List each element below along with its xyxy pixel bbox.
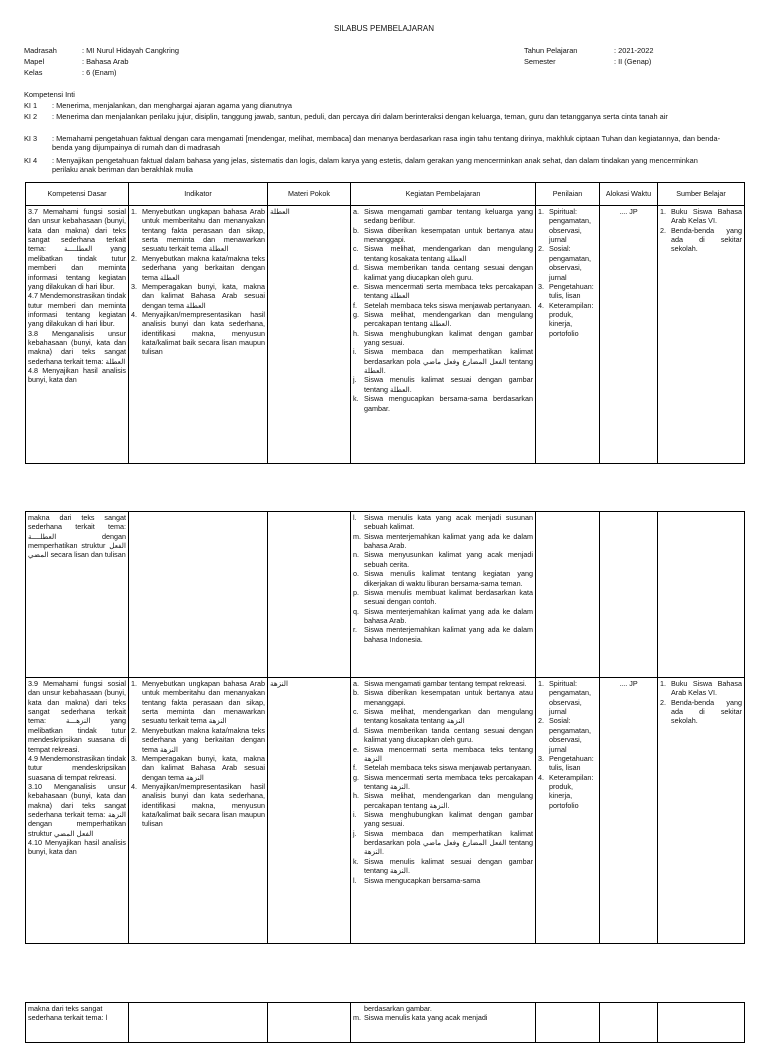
list-text: Menyebutkan ungkapan bahasa Arab untuk memberitahu dan menanyakan tentang fakta perasaan dan sikap, serta meminta dan menawarkan sesuatu terkait tema العطلة [142, 207, 265, 254]
header-sumber-belajar: Sumber Belajar [658, 183, 745, 206]
list-text: Siswa menterjemahkan kalimat yang ada ke dalam bahasa Arab. [364, 606, 533, 625]
list-item [353, 810, 533, 829]
list-marker: e. [353, 281, 359, 291]
list-text: Siswa menterjemahkan kalimat yang ada ke dalam bahasa Arab. [364, 531, 533, 551]
list-text: Siswa menulis membuat kalimat berdasarkan kata sesuai dengan contoh. [364, 587, 533, 607]
list-marker: b. [353, 225, 359, 235]
list-text: Siswa menghubungkan kalimat dengan gambar yang sesuai. [364, 810, 533, 829]
tahun-label: Tahun Pelajaran [524, 46, 578, 55]
list-marker: 4. [538, 772, 544, 782]
kegiatan-list [353, 513, 533, 644]
penilaian-list [538, 207, 597, 338]
kegiatan-list [353, 1004, 533, 1023]
list-marker: l. [353, 513, 357, 522]
list-marker: m. [353, 1013, 361, 1023]
list-marker: 1. [538, 679, 544, 688]
list-text: Siswa memberikan tanda centang sesuai dengan kalimat yang diucapkan oleh guru. [364, 725, 533, 745]
list-item [131, 679, 265, 726]
list-item [353, 588, 533, 607]
mapel-label: Mapel [24, 57, 45, 66]
list-item [353, 1004, 533, 1013]
list-item [131, 754, 265, 782]
list-marker: d. [353, 725, 359, 735]
list-text: Memperagakan bunyi, kata, makna dan kalimat Bahasa Arab sesuai dengan tema النزهة [142, 753, 265, 782]
list-marker: c. [353, 244, 359, 254]
list-marker: 2. [131, 253, 137, 263]
list-item [660, 207, 742, 226]
list-item [538, 244, 597, 281]
list-item [131, 254, 265, 282]
list-item [353, 791, 533, 810]
ki-text: : Menerima, menjalankan, dan menghargai ajaran agama yang dianutnya [52, 101, 292, 110]
ki-item [24, 134, 724, 154]
kompetensi-dasar-cell: makna dari teks sangat sederhana terkait tema: العطلــــة dengan memperhatikan struktur الفعل المضي secara lisan dan tulisan [28, 513, 126, 560]
list-marker: p. [353, 587, 359, 597]
list-marker: 2. [538, 244, 544, 254]
list-text: Setelah membaca teks siswa menjawab pertanyaan. [364, 300, 532, 310]
ki-heading: Kompetensi Inti [24, 90, 75, 99]
list-text: Siswa melihat, mendengarkan dan mengulang percakapan tentang العطلة. [364, 309, 533, 329]
list-item [353, 857, 533, 876]
list-text: Pengetahuan: tulis, lisan [549, 281, 594, 301]
list-item [131, 726, 265, 754]
list-item [131, 782, 265, 829]
list-marker: 3. [538, 753, 544, 763]
list-item [353, 301, 533, 310]
list-item [353, 607, 533, 626]
list-marker: o. [353, 569, 359, 579]
list-text: Siswa mengucapkan bersama-sama [364, 875, 481, 885]
list-marker: 3. [131, 753, 137, 763]
list-item [131, 282, 265, 310]
syllabus-table-part-2 [25, 511, 745, 944]
list-item [353, 310, 533, 329]
penilaian-list [538, 679, 597, 810]
list-text: Siswa mengamati gambar tentang tempat rekreasi. [364, 679, 527, 688]
list-item [538, 301, 597, 338]
list-text: Siswa mencermati serta membaca teks percakapan tentang العطلة [364, 281, 533, 301]
list-item [353, 375, 533, 394]
ki-number: KI 2 [24, 112, 38, 121]
list-item [538, 716, 597, 753]
list-item [538, 207, 597, 244]
kegiatan-list [353, 207, 533, 413]
list-text: Siswa membaca dan memperhatikan kalimat berdasarkan pola الفعل المضارع وفعل ماضي tentang النزهة. [364, 828, 534, 857]
list-item [660, 679, 742, 698]
list-marker: 2. [660, 697, 666, 707]
list-item [538, 282, 597, 301]
indikator-list [131, 679, 265, 829]
list-marker: 3. [131, 281, 137, 291]
list-marker: h. [353, 791, 359, 801]
header-penilaian: Penilaian [536, 183, 600, 206]
list-item [660, 698, 742, 726]
table-row [26, 512, 745, 678]
list-text: Keterampilan: produk, kinerja, portofolio [549, 300, 594, 338]
list-marker: 1. [660, 679, 666, 688]
list-marker: 2. [660, 225, 666, 235]
ki-number: KI 3 [24, 134, 38, 143]
list-text: Siswa menyusunkan kalimat yang acak menjadi sebuah cerita. [364, 550, 533, 569]
kelas-label: Kelas [24, 68, 43, 77]
list-marker: 1. [660, 207, 666, 216]
list-marker: n. [353, 550, 359, 560]
tahun-value: : 2021-2022 [614, 46, 654, 55]
kompetensi-dasar-cell: 3.7 Memahami fungsi sosial dan unsur kebahasaan (bunyi, kata dan makna) dari teks sangat sederhana terkait tema: العطلــــة yang melibatkan tindak tutur memberi dan meminta informasi tentang kegiatan yang dilakukan di hari libur. 4.7 Mendemonstrasikan tindak tutur memberi dan meminta informasi tentang kegiatan yang dilakukan di hari libur. 3.8 Menganalisis unsur kebahasaan (bunyi, kata dan makna) dari teks sangat sederhana terkait tema: العطلة 4.8 Menyajikan hasil analisis bunyi, kata dan [28, 207, 126, 385]
materi-pokok-cell: العطلة [270, 207, 290, 216]
header-materi-pokok: Materi Pokok [268, 183, 351, 206]
ki-text: : Menyajikan pengetahuan faktual dalam bahasa yang jelas, sistematis dan logis, dalam karya yang estetis, dalam gerakan yang mencerminkan anak sehat, dan dalam tindakan yang mencerminkan perilaku anak beriman dan berakhlak mulia [52, 156, 698, 175]
list-marker: j. [353, 375, 357, 385]
list-text: Menyebutkan makna kata/makna teks sederhana yang berkaitan dengan tema النزهة [142, 725, 265, 754]
semester-value: : II (Genap) [614, 57, 652, 66]
list-text: Siswa mengucapkan bersama-sama berdasarkan gambar. [364, 394, 533, 413]
alokasi-cell: .... JP [619, 679, 638, 688]
list-item [353, 263, 533, 282]
ki-number: KI 1 [24, 101, 38, 110]
list-text: Keterampilan: produk, kinerja, portofolio [549, 772, 594, 810]
list-text: Siswa menulis kalimat sesuai dengan gambar tentang النزهة. [364, 856, 533, 876]
list-item [353, 773, 533, 792]
ki-number: KI 4 [24, 156, 38, 165]
list-marker: 1. [538, 207, 544, 216]
list-marker: f. [353, 763, 357, 773]
list-item [353, 679, 533, 688]
semester-label: Semester [524, 57, 556, 66]
list-item [353, 513, 533, 532]
list-marker: i. [353, 347, 357, 357]
indikator-list [131, 207, 265, 357]
list-marker: k. [353, 394, 359, 404]
table-row [26, 678, 745, 944]
list-text: Siswa memberikan tanda centang sesuai dengan kalimat yang diucapkan oleh guru. [364, 263, 533, 282]
list-text: Siswa mencermati serta membaca teks tentang النزهة [364, 744, 533, 763]
list-text: Siswa diberikan kesempatan untuk bertanya atau menanggapi. [364, 225, 533, 245]
list-item [353, 550, 533, 569]
list-text: Menyajikan/mempresentasikan hasil analisis bunyi dan kata sederhana, identifikasi makna, menyusun kata/kalimat baik secara lisan maupun tulisan [142, 781, 265, 829]
list-text: Sosial: pengamatan, observasi, jurnal [549, 244, 591, 282]
list-marker: i. [353, 810, 357, 820]
list-marker: 4. [131, 309, 137, 319]
list-item [353, 347, 533, 375]
mapel-value: : Bahasa Arab [82, 57, 129, 66]
list-item [353, 207, 533, 226]
sumber-list [660, 207, 742, 254]
list-item [353, 282, 533, 301]
kegiatan-list [353, 679, 533, 885]
list-marker: 2. [131, 725, 137, 735]
list-text: Benda-benda yang ada di sekitar sekolah. [671, 225, 742, 254]
list-item [131, 207, 265, 254]
table-row [26, 206, 745, 464]
list-text: Siswa menulis kata yang acak menjadi susunan sebuah kalimat. [364, 513, 533, 532]
list-text: Setelah membaca teks siswa menjawab pertanyaan. [364, 763, 532, 773]
page-title: SILABUS PEMBELAJARAN [333, 24, 435, 33]
list-text: Siswa menulis kalimat sesuai dengan gambar tentang العطلة. [364, 375, 533, 394]
list-marker: g. [353, 772, 359, 782]
list-marker: h. [353, 328, 359, 338]
header-alokasi-waktu: Alokasi Waktu [600, 183, 658, 206]
list-text: Siswa menterjemahkan kalimat yang ada ke dalam bahasa Indonesia. [364, 625, 533, 644]
table-row [26, 1003, 745, 1043]
list-item [353, 329, 533, 348]
ki-item [24, 101, 724, 111]
list-item [660, 226, 742, 254]
syllabus-table-part-3 [25, 1002, 745, 1043]
list-text: Spiritual: pengamatan, observasi, jurnal [549, 207, 591, 245]
header-indikator: Indikator [129, 183, 268, 206]
list-marker: e. [353, 744, 359, 754]
list-item [353, 532, 533, 551]
list-item [353, 688, 533, 707]
list-marker: d. [353, 263, 359, 273]
list-text: Siswa menghubungkan kalimat dengan gambar yang sesuai. [364, 328, 533, 348]
list-text: Menyebutkan ungkapan bahasa Arab untuk memberitahu dan menanyakan tentang fakta perasaan dan sikap, serta meminta dan menawarkan sesuatu terkait tema النزهة [142, 679, 265, 726]
list-text: Siswa diberikan kesempatan untuk bertanya atau menanggapi. [364, 688, 533, 707]
list-item [353, 876, 533, 885]
list-item [353, 1013, 533, 1022]
materi-pokok-cell: النزهة [270, 679, 288, 688]
list-text: Menyajikan/mempresentasikan hasil analisis bunyi dan kata sederhana, identifikasi makna, menyusun kata/kalimat baik secara lisan maupun tulisan [142, 309, 265, 357]
list-item [353, 745, 533, 764]
list-text: Buku Siswa Bahasa Arab Kelas VI. [671, 207, 742, 226]
list-marker: k. [353, 856, 359, 866]
list-marker: g. [353, 309, 359, 319]
alokasi-cell: .... JP [619, 207, 638, 216]
list-text: Siswa menulis kata yang acak menjadi [364, 1013, 488, 1023]
list-item [131, 310, 265, 357]
ki-item [24, 156, 724, 176]
syllabus-table-part-1 [25, 182, 745, 464]
list-item [353, 726, 533, 745]
list-item [353, 244, 533, 263]
list-text: Memperagakan bunyi, kata, makna dan kalimat Bahasa Arab sesuai dengan tema العطلة [142, 281, 265, 310]
list-marker: 3. [538, 281, 544, 291]
list-text: Siswa menulis kalimat tentang kegiatan yang dikerjakan di waktu liburan bersama-sama teman. [364, 569, 533, 588]
list-item [538, 773, 597, 810]
list-item [353, 707, 533, 726]
list-item [538, 679, 597, 716]
list-marker: a. [353, 679, 359, 688]
list-item [353, 226, 533, 245]
list-text: Siswa melihat, mendengarkan dan mengulang tentang kosakata tentang العطلة [364, 244, 533, 263]
list-marker: a. [353, 207, 359, 216]
list-text: Spiritual: pengamatan, observasi, jurnal [549, 679, 591, 717]
list-text: Benda-benda yang ada di sekitar sekolah. [671, 697, 742, 726]
kompetensi-dasar-cell: 3.9 Memahami fungsi sosial dan unsur kebahasaan (bunyi, kata dan makna) dari teks sangat sederhana terkait tema: النزهـــة yang melibatkan tindak tutur mendeskripsikan suasana di tempat rekreasi. 4.9 Mendemonstrasikan tindak tutur mendeskripsikan suasana di tempat rekreasi. 3.10 Menganalisis unsur kebahasaan (bunyi, kata dan makna) dari teks sangat sederhana terkait tema: النزهة dengan memperhatikan struktur الفعل المضي 4.10 Menyajikan hasil analisis bunyi, kata dan [28, 679, 126, 857]
header-kompetensi-dasar: Kompetensi Dasar [26, 183, 129, 206]
list-item [538, 754, 597, 773]
list-marker: 2. [538, 716, 544, 726]
list-text: Sosial: pengamatan, observasi, jurnal [549, 716, 591, 754]
list-marker: 1. [131, 207, 137, 216]
list-marker: q. [353, 606, 359, 616]
list-item [353, 625, 533, 644]
madrasah-label: Madrasah [24, 46, 57, 55]
sumber-list [660, 679, 742, 726]
list-text: Siswa melihat, mendengarkan dan mengulang percakapan tentang النزهة. [364, 791, 533, 810]
list-marker: j. [353, 828, 357, 838]
list-text: Siswa membaca dan memperhatikan kalimat berdasarkan pola الفعل المضارع وفعل ماضي tentang العطلة. [364, 347, 534, 376]
list-text: Menyebutkan makna kata/makna teks sederhana yang berkaitan dengan tema العطلة [142, 253, 265, 282]
list-marker: 4. [538, 300, 544, 310]
ki-text: : Memahami pengetahuan faktual dengan cara mengamati [mendengar, melihat, membaca] dan menanya berdasarkan rasa ingin tahu tentang dirinya, makhluk ciptaan Tuhan dan kegiatannya, dan benda-benda yang dijumpainya di rumah dan di madrasah [52, 134, 721, 153]
list-text: Siswa mencermati serta membaca teks percakapan tentang النزهة. [364, 772, 533, 791]
list-marker: l. [353, 875, 357, 885]
list-text: berdasarkan gambar. [364, 1004, 432, 1013]
list-text: Buku Siswa Bahasa Arab Kelas VI. [671, 679, 742, 698]
list-item [353, 569, 533, 588]
list-marker: b. [353, 688, 359, 698]
header-kegiatan: Kegiatan Pembelajaran [351, 183, 536, 206]
kelas-value: : 6 (Enam) [82, 68, 117, 77]
list-text: Pengetahuan: tulis, lisan [549, 753, 594, 773]
madrasah-value: : MI Nurul Hidayah Cangkring [82, 46, 179, 55]
ki-text: : Menerima dan menjalankan perilaku jujur, disiplin, tanggung jawab, santun, peduli, dan percaya diri dalam berinteraksi dengan keluarga, teman, guru dan tetangganya serta cinta tanah air [52, 112, 668, 121]
list-marker: c. [353, 707, 359, 717]
list-item [353, 829, 533, 857]
list-marker [353, 1004, 364, 1013]
list-marker: 1. [131, 679, 137, 688]
list-marker: r. [353, 625, 357, 635]
list-item [353, 394, 533, 413]
list-marker: 4. [131, 781, 137, 791]
list-text: Siswa melihat, mendengarkan dan mengulang tentang kosakata tentang النزهة [364, 707, 533, 726]
list-text: Siswa mengamati gambar tentang keluarga yang sedang berlibur. [364, 207, 533, 226]
list-marker: f. [353, 300, 357, 310]
list-marker: m. [353, 531, 361, 541]
kompetensi-dasar-cell: makna dari teks sangat sederhana terkait tema: ا [28, 1004, 108, 1023]
list-item [353, 763, 533, 772]
ki-item [24, 112, 724, 132]
